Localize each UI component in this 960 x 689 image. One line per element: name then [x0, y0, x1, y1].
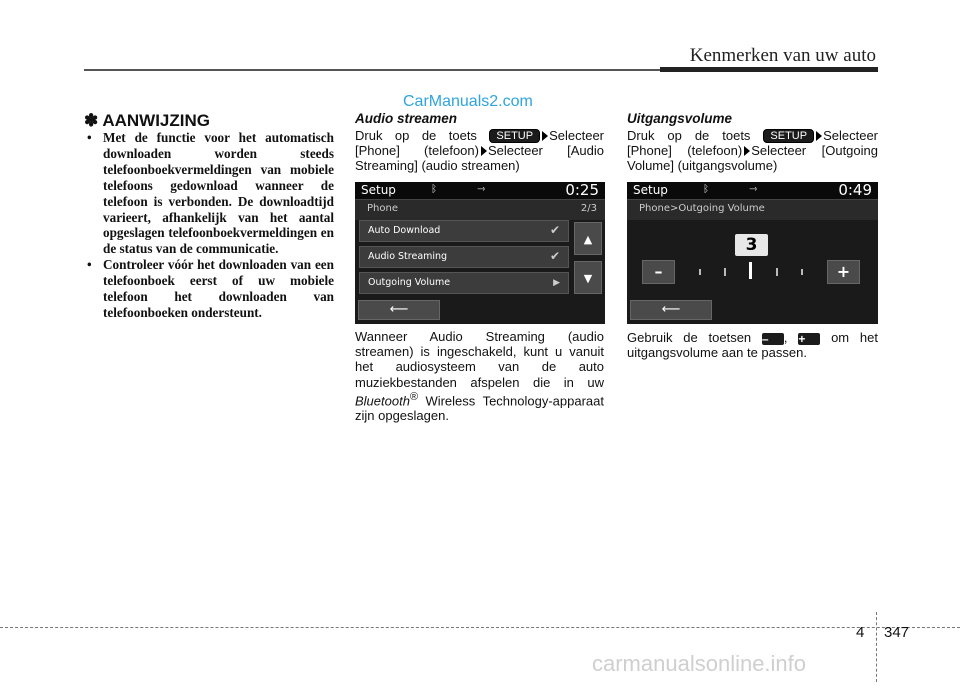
arrow-down-icon: ▼: [583, 272, 593, 285]
bluetooth-icon: ᛒ: [703, 184, 709, 195]
volume-up-button[interactable]: +: [827, 260, 860, 284]
screen-time: 0:25: [565, 182, 599, 199]
footer-divider: [876, 612, 877, 682]
audio-streaming-title: Audio streamen: [355, 111, 458, 126]
chapter-number: 4: [856, 624, 865, 641]
scroll-up-button[interactable]: [574, 222, 602, 255]
menu-item-outgoing-volume[interactable]: Outgoing Volume ▶: [359, 272, 569, 294]
arrow-right-icon: [481, 146, 487, 156]
outgoing-description: Gebruik de toetsen – , + om het uitgangsvolume aan te passen.: [627, 330, 878, 361]
screen-breadcrumb: Phone>Outgoing Volume: [639, 203, 765, 214]
chevron-right-icon: ▶: [553, 278, 560, 288]
back-arrow-icon: ⟵: [661, 302, 681, 317]
outgoing-volume-title: Uitgangsvolume: [627, 111, 733, 126]
bluetooth-icon: ᛒ: [431, 184, 437, 195]
menu-item-auto-download[interactable]: Auto Download ✔: [359, 220, 569, 242]
screen-time: 0:49: [838, 182, 872, 199]
arrow-right-icon: [816, 131, 822, 141]
note-list: [84, 130, 334, 321]
setup-key-icon: SETUP: [763, 129, 814, 143]
screen-title: Setup: [633, 183, 668, 197]
back-button[interactable]: [630, 300, 712, 320]
volume-tick: [801, 269, 803, 275]
outgoing-volume-screen: [627, 182, 878, 324]
screen-breadcrumb-bar: [627, 200, 878, 220]
screen-breadcrumb-bar: [355, 200, 605, 220]
note-title: ✽ AANWIJZING: [84, 111, 210, 130]
screen-status-bar: [355, 182, 605, 200]
screen-breadcrumb: Phone: [367, 203, 398, 214]
volume-tick: [699, 269, 701, 275]
check-icon: ✔: [549, 223, 560, 237]
minus-key-icon: –: [762, 333, 784, 345]
volume-down-button[interactable]: –: [642, 260, 675, 284]
back-arrow-icon: ⟵: [389, 302, 409, 317]
note-item: • Met de functie voor het automatisch downloaden worden steeds telefoonboekvermeldingen van mobiele telefoons gedownload wanneer de telefoon is verbonden. De downloadtijd varieert, afhankelijk van het aantal opgeslagen telefoonboekvermeldingen en de status van de communicatie.: [87, 130, 334, 257]
volume-tick: [776, 268, 778, 276]
header-rule-accent: [660, 67, 878, 72]
bullet-icon: •: [87, 130, 92, 145]
screen-status-bar: [627, 182, 878, 200]
page-number: 347: [884, 624, 910, 641]
menu-item-audio-streaming[interactable]: Audio Streaming ✔: [359, 246, 569, 268]
scroll-down-button[interactable]: [574, 261, 602, 294]
running-header: Kenmerken van uw auto: [689, 45, 876, 66]
volume-indicator: [749, 262, 752, 279]
arrow-right-icon: [542, 131, 548, 141]
watermark-top: CarManuals2.com: [403, 93, 533, 110]
usb-icon: ⇾: [477, 184, 486, 195]
screen-title: Setup: [361, 183, 396, 197]
audio-streaming-screen: [355, 182, 605, 324]
check-icon: ✔: [549, 249, 560, 263]
arrow-right-icon: [744, 146, 750, 156]
back-button[interactable]: [358, 300, 440, 320]
audio-instruction: Druk op de toets SETUP Selecteer [Phone] (telefoon) Selecteer [Audio Streaming] (audio streamen): [355, 128, 604, 174]
arrow-up-icon: ▲: [583, 233, 593, 246]
volume-tick: [724, 268, 726, 276]
outgoing-instruction: Druk op de toets SETUP Selecteer [Phone] (telefoon) Selecteer [Outgoing Volume] (uitgangsvolume): [627, 128, 878, 174]
setup-key-icon: SETUP: [489, 129, 540, 143]
note-item: • Controleer vóór het downloaden van een telefoonboek eerst of uw mobiele telefoon het downloaden van telefoonboeken ondersteunt.: [87, 257, 334, 320]
watermark-bottom: carmanualsonline.info: [592, 651, 807, 676]
audio-description: Wanneer Audio Streaming (audio streamen) is ingeschakeld, kunt u vanuit het audiosysteem van de auto muziekbestanden afspelen die in uw Bluetooth® Wireless Technology-apparaat zijn opgeslagen.: [355, 329, 604, 424]
usb-icon: ⇾: [749, 184, 758, 195]
plus-key-icon: +: [798, 333, 820, 345]
footer-rule: [0, 627, 960, 628]
volume-value: 3: [735, 234, 768, 256]
screen-page-indicator: 2/3: [580, 203, 597, 214]
bullet-icon: •: [87, 257, 92, 273]
